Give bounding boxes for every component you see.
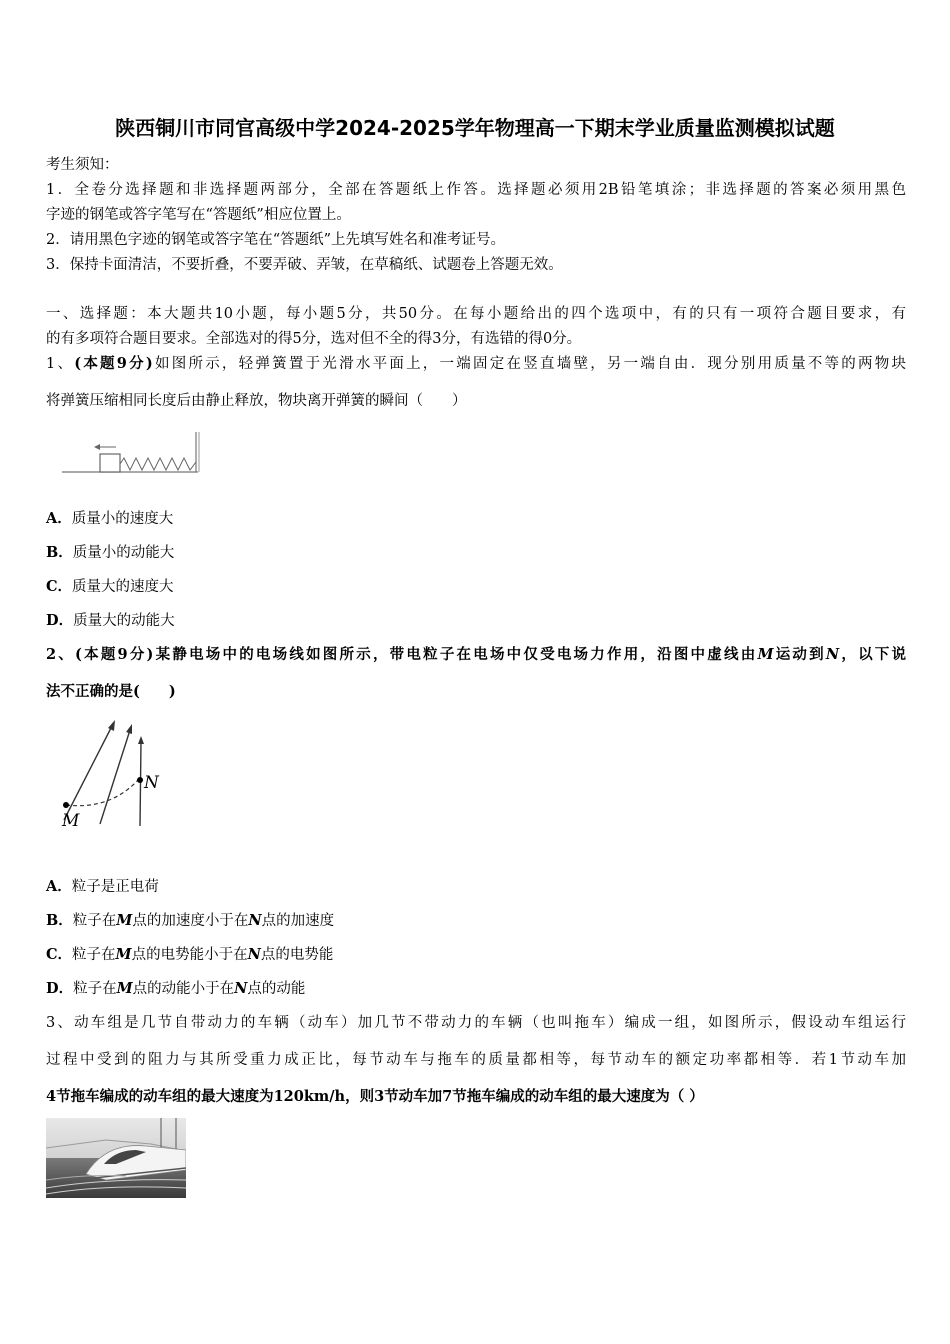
q2-option-b-mid: 点的加速度小于在 [132, 913, 249, 929]
q3-stem-line3: 4节拖车编成的动车组的最大速度为120km/h，则3节动车加7节拖车编成的动车组的最大速度为（ ） [46, 1088, 704, 1105]
q3-stem-line2: 过程中受到的阻力与其所受重力成正比，每节动车与拖车的质量都相等，每节动车的额定功率都相等．若1节动车加 [46, 1052, 906, 1068]
section-intro-line2: 的有多项符合题目要求。全部选对的得5分，选对但不全的得3分，有选错的得0分。 [46, 331, 582, 347]
q2-option-d-pre: 粒子在 [73, 981, 117, 997]
section-intro-line1: 一、选择题：本大题共10小题，每小题5分，共50分。在每小题给出的四个选项中，有的只有一项符合题目要求，有 [46, 306, 906, 322]
notice-heading: 考生须知： [46, 157, 119, 173]
q1-option-d-label: D． [46, 612, 74, 629]
q1-spring-figure [58, 428, 203, 476]
q3-train-photo [46, 1118, 186, 1198]
q2-option-c-pre: 粒子在 [72, 947, 116, 963]
q1-option-d-text: 质量大的动能大 [73, 613, 175, 629]
q2-option-a-text: 粒子是正电荷 [71, 879, 159, 895]
q2-option-b-label: B． [46, 912, 73, 929]
q2-stem-line1 [46, 643, 906, 664]
q2-option-d-n: N [234, 980, 248, 997]
q1-stem-line1 [46, 352, 906, 373]
q2-figure-n-label: N [144, 773, 159, 793]
q1-option-b-label: B． [46, 544, 73, 561]
q2-field-figure [50, 716, 175, 831]
q2-option-a-label: A． [46, 878, 72, 895]
q1-stem-line2: 将弹簧压缩相同长度后由静止释放，物块离开弹簧的瞬间（ ） [46, 393, 467, 409]
q2-stem-n: N [825, 646, 840, 663]
q2-option-c-mid: 点的电势能小于在 [131, 947, 248, 963]
q2-option-d-mid: 点的动能小于在 [132, 981, 235, 997]
q2-option-b-n: N [248, 912, 262, 929]
q2-stem-m: M [757, 646, 774, 663]
q1-text: 如图所示，轻弹簧置于光滑水平面上，一端固定在竖直墙壁，另一端自由．现分别用质量不等的两物块 [152, 356, 907, 372]
q2-stem-line2: 法不正确的是( ) [46, 683, 176, 700]
q1-option-d[interactable] [46, 609, 175, 630]
q2-option-d-post: 点的动能 [247, 981, 306, 997]
q2-stem-pre: 2、(本题9分)某静电场中的电场线如图所示，带电粒子在电场中仅受电场力作用，沿图中虚线由 [46, 646, 758, 663]
q1-option-a-text: 质量小的速度大 [71, 511, 174, 527]
notice-item-1: 1．全卷分选择题和非选择题两部分，全部在答题纸上作答。选择题必须用2B铅笔填涂；非选择题的答案必须用黑色 [46, 182, 906, 198]
q1-tag: (本题9分) [74, 355, 153, 372]
notice-item-1-cont: 字迹的钢笔或答字笔写在“答题纸”相应位置上。 [46, 207, 351, 223]
q1-option-a-label: A． [46, 510, 72, 527]
q1-number: 1、 [46, 356, 75, 372]
q2-stem-mid: 运动到 [773, 646, 826, 663]
q2-stem-post: ，以下说 [839, 646, 907, 663]
notice-item-3: 3．保持卡面清洁，不要折叠，不要弄破、弄皱，在草稿纸、试题卷上答题无效。 [46, 257, 563, 273]
q2-figure-m-label: M [62, 811, 80, 831]
q2-option-c-label: C． [46, 946, 73, 963]
q2-option-b-pre: 粒子在 [72, 913, 117, 929]
train-image [46, 1118, 186, 1198]
q1-option-b[interactable] [46, 541, 174, 562]
q2-option-b[interactable] [46, 909, 334, 930]
notice-item-2: 2．请用黑色字迹的钢笔或答字笔在“答题纸”上先填写姓名和准考证号。 [46, 232, 506, 248]
q2-option-d-label: D． [46, 980, 74, 997]
q3-stem-line1: 3、动车组是几节自带动力的车辆（动车）加几节不带动力的车辆（也叫拖车）编成一组，如图所示，假设动车组运行 [46, 1015, 906, 1031]
q2-option-c-n: N [247, 946, 261, 963]
q1-option-b-text: 质量小的动能大 [72, 545, 175, 561]
q2-option-c-m: M [115, 946, 132, 963]
q2-option-c-post: 点的电势能 [260, 947, 334, 963]
q1-option-c-label: C． [46, 578, 73, 595]
q2-option-d[interactable] [46, 977, 305, 998]
q1-option-c[interactable] [46, 575, 174, 596]
q2-option-b-post: 点的加速度 [261, 913, 335, 929]
q2-option-b-m: M [116, 912, 133, 929]
q2-option-c[interactable] [46, 943, 333, 964]
q1-option-c-text: 质量大的速度大 [72, 579, 174, 595]
q2-option-a[interactable] [46, 875, 159, 896]
q2-option-d-m: M [116, 980, 133, 997]
q1-option-a[interactable] [46, 507, 173, 528]
page-title: 陕西铜川市同官高级中学2024-2025学年物理高一下期末学业质量监测模拟试题 [115, 116, 835, 140]
